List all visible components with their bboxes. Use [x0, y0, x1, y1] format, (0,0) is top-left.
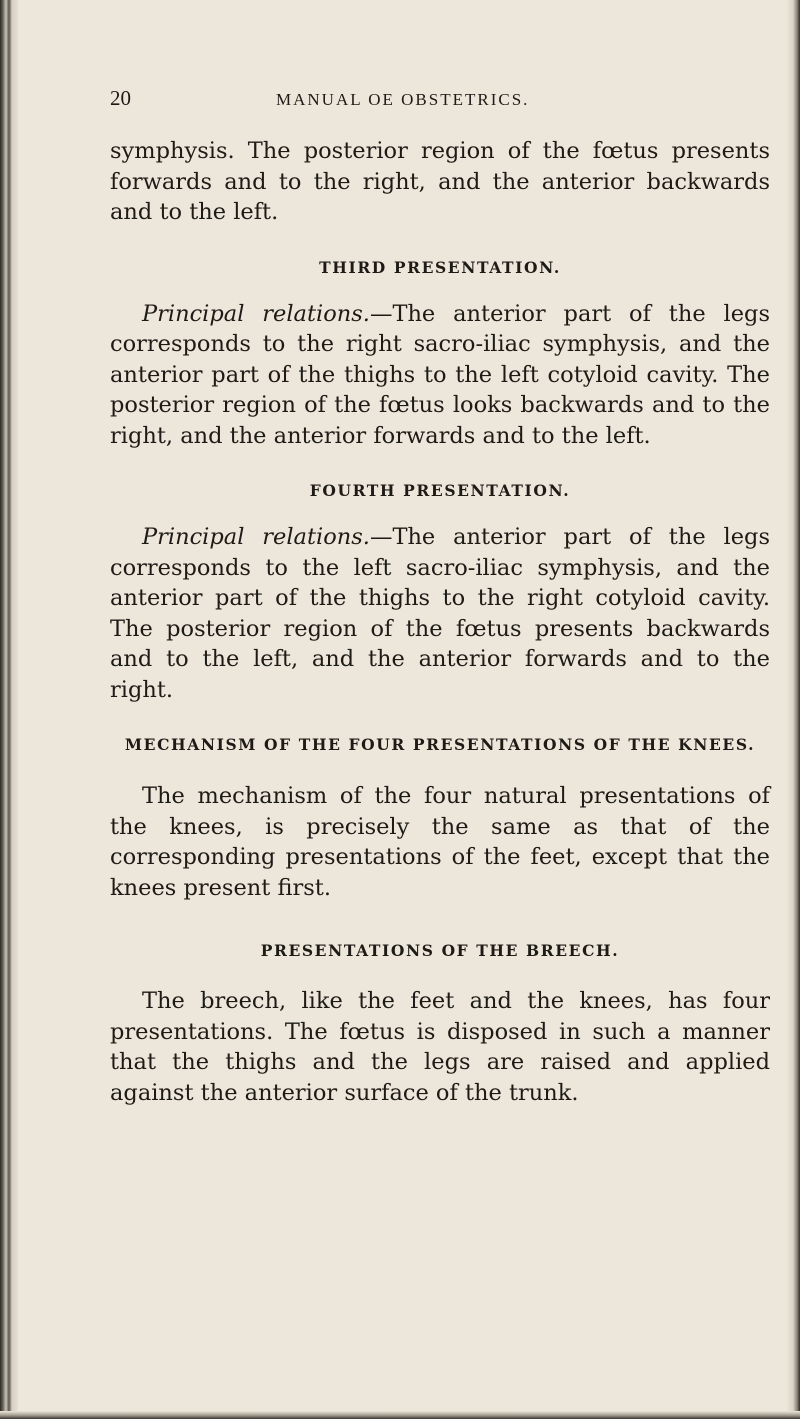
heading-breech: PRESENTATIONS OF THE BREECH.	[260, 941, 620, 960]
paragraph-fourth-presentation	[110, 522, 770, 705]
paragraph-text: —The anterior part of the legs corresponds to the left sacro-iliac symphysis, and the anterior part of the thighs to the right cotyloid cavity. The posterior region of the fœtus presents backwards and to the left, and the anterior forwards and to the right.	[110, 524, 770, 703]
heading-third-presentation: THIRD PRESENTATION.	[319, 257, 561, 277]
page-number: 20	[110, 86, 131, 110]
paragraph-mechanism: The mechanism of the four natural presentations of the knees, is precisely the same as that of the corresponding presentations of the feet, except that the knees present first.	[110, 783, 770, 901]
paragraph-breech: The breech, like the feet and the knees, has four presentations. The fœtus is disposed in such a manner that the thighs and the legs are raised and applied against the anterior surface of the trunk.	[110, 988, 770, 1106]
paragraph-third-presentation	[110, 299, 770, 452]
running-title: MANUAL OE OBSTETRICS.	[276, 90, 530, 109]
principal-relations-label: Principal relations.	[142, 524, 370, 550]
principal-relations-label: Principal relations.	[142, 300, 370, 327]
book-page	[110, 86, 770, 1108]
paragraph-continuation: symphysis. The posterior region of the fœtus presents forwards and to the right, and the anterior backwards and to the left.	[110, 138, 770, 225]
running-head	[110, 86, 770, 122]
page-edge-bottom	[0, 1411, 800, 1419]
binding-edge	[0, 0, 18, 1419]
paragraph-text: —The anterior part of the legs corresponds to the right sacro-iliac symphysis, and the anterior part of the thighs to the left cotyloid cavity. The posterior region of the fœtus looks backwards and to the right, and the anterior forwards and to the left.	[110, 300, 770, 449]
heading-mechanism: MECHANISM OF THE FOUR PRESENTATIONS OF THE KNEES.	[124, 735, 756, 754]
heading-fourth-presentation: FOURTH PRESENTATION.	[309, 481, 571, 500]
page-edge-right	[786, 0, 800, 1419]
